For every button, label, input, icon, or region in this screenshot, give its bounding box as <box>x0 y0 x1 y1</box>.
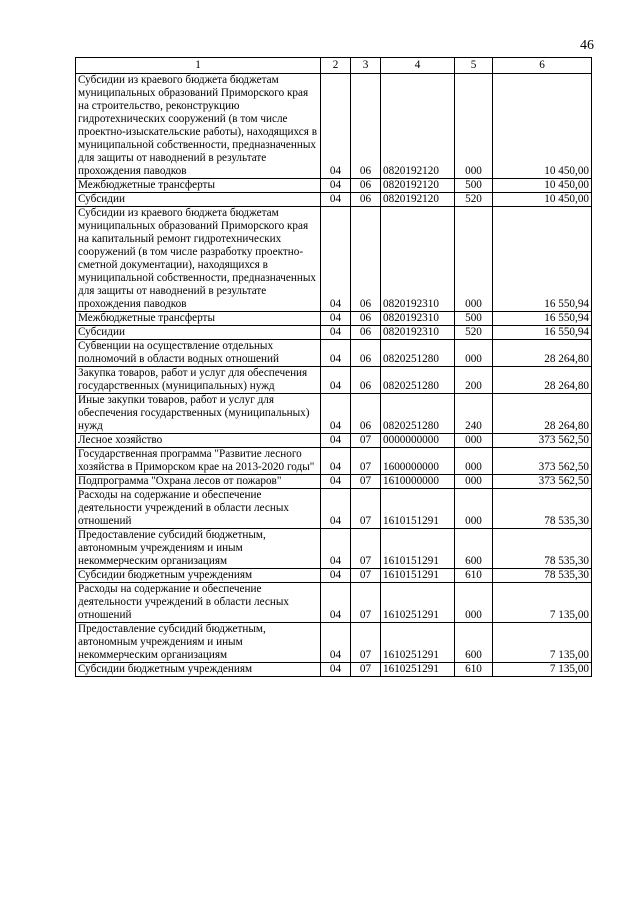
target-article-code: 1610251291 <box>381 623 455 663</box>
amount: 28 264,80 <box>493 367 592 394</box>
amount: 7 135,00 <box>493 663 592 677</box>
table-row <box>76 663 592 677</box>
subsection-code: 07 <box>351 434 381 448</box>
table-body <box>76 74 592 677</box>
target-article-code: 0000000000 <box>381 434 455 448</box>
target-article-code: 1610151291 <box>381 569 455 583</box>
amount: 373 562,50 <box>493 475 592 489</box>
row-name: Межбюджетные трансферты <box>76 179 321 193</box>
subsection-code: 07 <box>351 529 381 569</box>
expense-type-code: 610 <box>455 569 493 583</box>
page-number: 46 <box>580 38 594 53</box>
amount: 16 550,94 <box>493 312 592 326</box>
target-article-code: 1610251291 <box>381 583 455 623</box>
amount: 373 562,50 <box>493 448 592 475</box>
amount: 28 264,80 <box>493 340 592 367</box>
row-name: Субсидии из краевого бюджета бюджетам муниципальных образований Приморского края на строительство, реконструкцию гидротехнических сооружений (в том числе проектно-изыскательские работы), находящихся в муниципальной собственности, предназначенных для защиты от наводнений в результате прохождения паводков <box>76 74 321 179</box>
target-article-code: 0820251280 <box>381 367 455 394</box>
table-row <box>76 193 592 207</box>
table-row <box>76 312 592 326</box>
row-name: Лесное хозяйство <box>76 434 321 448</box>
table-row <box>76 489 592 529</box>
subsection-code: 06 <box>351 367 381 394</box>
row-name: Межбюджетные трансферты <box>76 312 321 326</box>
section-code: 04 <box>321 326 351 340</box>
section-code: 04 <box>321 489 351 529</box>
expense-type-code: 240 <box>455 394 493 434</box>
section-code: 04 <box>321 74 351 179</box>
row-name: Закупка товаров, работ и услуг для обеспечения государственных (муниципальных) нужд <box>76 367 321 394</box>
amount: 373 562,50 <box>493 434 592 448</box>
expense-type-code: 000 <box>455 434 493 448</box>
expense-type-code: 000 <box>455 583 493 623</box>
section-code: 04 <box>321 529 351 569</box>
subsection-code: 06 <box>351 74 381 179</box>
subsection-code: 06 <box>351 193 381 207</box>
row-name: Предоставление субсидий бюджетным, автономным учреждениям и иным некоммерческим организациям <box>76 529 321 569</box>
amount: 78 535,30 <box>493 569 592 583</box>
row-name: Субвенции на осуществление отдельных полномочий в области водных отношений <box>76 340 321 367</box>
target-article-code: 1610000000 <box>381 475 455 489</box>
subsection-code: 07 <box>351 448 381 475</box>
section-code: 04 <box>321 367 351 394</box>
section-code: 04 <box>321 312 351 326</box>
subsection-code: 07 <box>351 663 381 677</box>
table-header-row <box>76 58 592 74</box>
table-row <box>76 434 592 448</box>
target-article-code: 0820192120 <box>381 193 455 207</box>
table-row <box>76 475 592 489</box>
section-code: 04 <box>321 448 351 475</box>
column-header-4: 4 <box>381 58 455 74</box>
expense-type-code: 200 <box>455 367 493 394</box>
column-header-3: 3 <box>351 58 381 74</box>
amount: 10 450,00 <box>493 179 592 193</box>
subsection-code: 07 <box>351 489 381 529</box>
column-header-2: 2 <box>321 58 351 74</box>
amount: 28 264,80 <box>493 394 592 434</box>
table-row <box>76 583 592 623</box>
expense-type-code: 610 <box>455 663 493 677</box>
expense-type-code: 520 <box>455 326 493 340</box>
table-row <box>76 569 592 583</box>
section-code: 04 <box>321 207 351 312</box>
expense-type-code: 600 <box>455 529 493 569</box>
target-article-code: 1610151291 <box>381 489 455 529</box>
expense-type-code: 520 <box>455 193 493 207</box>
section-code: 04 <box>321 434 351 448</box>
subsection-code: 06 <box>351 179 381 193</box>
expense-type-code: 600 <box>455 623 493 663</box>
row-name: Субсидии бюджетным учреждениям <box>76 569 321 583</box>
expense-type-code: 500 <box>455 179 493 193</box>
column-header-6: 6 <box>493 58 592 74</box>
table-row <box>76 367 592 394</box>
section-code: 04 <box>321 340 351 367</box>
amount: 7 135,00 <box>493 623 592 663</box>
subsection-code: 06 <box>351 394 381 434</box>
subsection-code: 07 <box>351 583 381 623</box>
subsection-code: 06 <box>351 207 381 312</box>
table-row <box>76 394 592 434</box>
subsection-code: 07 <box>351 475 381 489</box>
section-code: 04 <box>321 193 351 207</box>
amount: 10 450,00 <box>493 193 592 207</box>
subsection-code: 07 <box>351 623 381 663</box>
amount: 16 550,94 <box>493 207 592 312</box>
subsection-code: 06 <box>351 340 381 367</box>
target-article-code: 1610251291 <box>381 663 455 677</box>
table-row <box>76 623 592 663</box>
expense-type-code: 500 <box>455 312 493 326</box>
expense-type-code: 000 <box>455 74 493 179</box>
section-code: 04 <box>321 623 351 663</box>
amount: 16 550,94 <box>493 326 592 340</box>
target-article-code: 1610151291 <box>381 529 455 569</box>
section-code: 04 <box>321 394 351 434</box>
table-row <box>76 207 592 312</box>
row-name: Субсидии из краевого бюджета бюджетам муниципальных образований Приморского края на капитальный ремонт гидротехнических сооружений (в том числе разработку проектно-сметной документации), находящихся в муниципальной собственности, предназначенных для защиты от наводнений в результате прохождения паводков <box>76 207 321 312</box>
row-name: Субсидии бюджетным учреждениям <box>76 663 321 677</box>
section-code: 04 <box>321 663 351 677</box>
row-name: Подпрограмма "Охрана лесов от пожаров" <box>76 475 321 489</box>
subsection-code: 06 <box>351 326 381 340</box>
table-row <box>76 74 592 179</box>
budget-table <box>75 57 592 677</box>
target-article-code: 0820251280 <box>381 394 455 434</box>
table-row <box>76 529 592 569</box>
expense-type-code: 000 <box>455 340 493 367</box>
section-code: 04 <box>321 569 351 583</box>
row-name: Расходы на содержание и обеспечение деятельности учреждений в области лесных отношений <box>76 583 321 623</box>
expense-type-code: 000 <box>455 207 493 312</box>
row-name: Субсидии <box>76 326 321 340</box>
column-header-5: 5 <box>455 58 493 74</box>
table-row <box>76 179 592 193</box>
subsection-code: 06 <box>351 312 381 326</box>
amount: 7 135,00 <box>493 583 592 623</box>
expense-type-code: 000 <box>455 475 493 489</box>
target-article-code: 0820192310 <box>381 312 455 326</box>
section-code: 04 <box>321 583 351 623</box>
target-article-code: 0820192120 <box>381 74 455 179</box>
amount: 78 535,30 <box>493 489 592 529</box>
section-code: 04 <box>321 475 351 489</box>
row-name: Государственная программа "Развитие лесного хозяйства в Приморском крае на 2013-2020 годы" <box>76 448 321 475</box>
target-article-code: 0820192310 <box>381 326 455 340</box>
table-row <box>76 448 592 475</box>
expense-type-code: 000 <box>455 448 493 475</box>
amount: 10 450,00 <box>493 74 592 179</box>
row-name: Расходы на содержание и обеспечение деятельности учреждений в области лесных отношений <box>76 489 321 529</box>
target-article-code: 1600000000 <box>381 448 455 475</box>
amount: 78 535,30 <box>493 529 592 569</box>
target-article-code: 0820192310 <box>381 207 455 312</box>
subsection-code: 07 <box>351 569 381 583</box>
row-name: Иные закупки товаров, работ и услуг для обеспечения государственных (муниципальных) нужд <box>76 394 321 434</box>
target-article-code: 0820192120 <box>381 179 455 193</box>
section-code: 04 <box>321 179 351 193</box>
expense-type-code: 000 <box>455 489 493 529</box>
column-header-1: 1 <box>76 58 321 74</box>
table-row <box>76 340 592 367</box>
row-name: Субсидии <box>76 193 321 207</box>
target-article-code: 0820251280 <box>381 340 455 367</box>
table-row <box>76 326 592 340</box>
row-name: Предоставление субсидий бюджетным, автономным учреждениям и иным некоммерческим организациям <box>76 623 321 663</box>
